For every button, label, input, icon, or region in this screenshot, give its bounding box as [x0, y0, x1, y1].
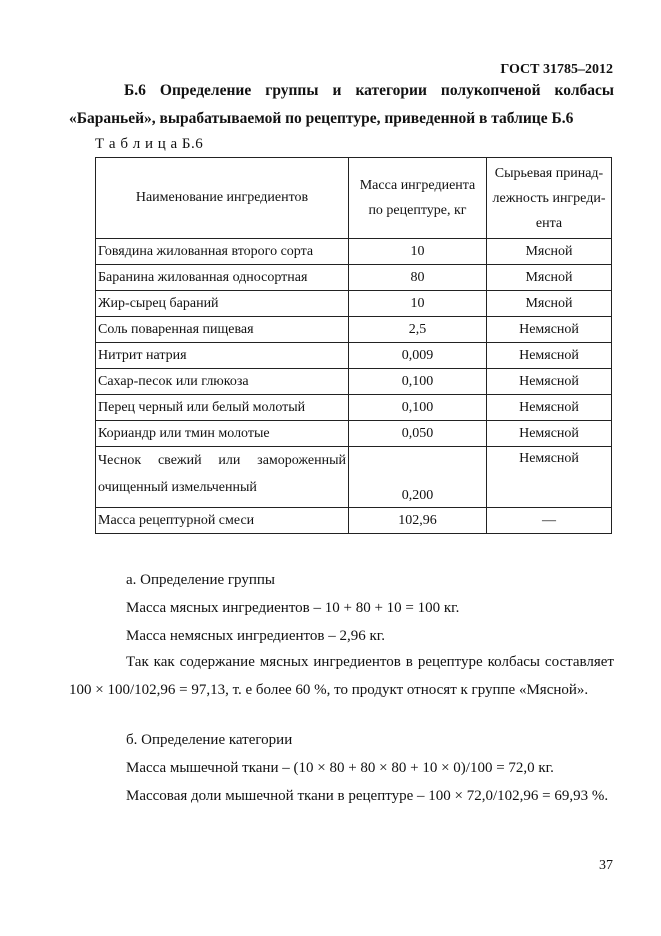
mass-cell: 0,200	[349, 447, 487, 508]
mass-cell: 0,050	[349, 421, 487, 447]
mass-cell: 80	[349, 265, 487, 291]
category-cell: Немясной	[487, 421, 612, 447]
mass-cell: 102,96	[349, 508, 487, 534]
category-cell: —	[487, 508, 612, 534]
table-row	[96, 421, 612, 447]
column-header-mass: Масса ингредиента по рецептуре, кг	[349, 158, 487, 239]
category-cell: Мясной	[487, 239, 612, 265]
section-heading: Б.6 Определение группы и категории полукопченой колбасы «Бараньей», вырабатываемой по рецептуре, приведенной в таблице Б.6	[69, 82, 614, 127]
ingredients-table	[95, 157, 612, 534]
muscle-share-paragraph: Массовая доли мышечной ткани в рецептуре – 100 × 72,0/102,96 = 69,93 %.	[126, 788, 609, 804]
column-header-ingredient: Наименование ингредиентов	[96, 158, 349, 239]
ingredient-cell: Чеснок свежий или замороженный очищенный измельченный	[96, 447, 349, 508]
meat-mass-line: Масса мясных ингредиентов – 10 + 80 + 10 = 100 кг.	[126, 600, 460, 616]
ingredient-cell: Масса рецептурной смеси	[96, 508, 349, 534]
mass-cell: 2,5	[349, 317, 487, 343]
table-row	[96, 369, 612, 395]
table-row	[96, 343, 612, 369]
category-cell: Мясной	[487, 291, 612, 317]
table-row	[96, 395, 612, 421]
table-row	[96, 291, 612, 317]
table-caption: Т а б л и ц а Б.6	[95, 136, 204, 152]
subsection-group-title: а. Определение группы	[126, 572, 275, 588]
category-cell: Немясной	[487, 395, 612, 421]
ingredient-cell: Перец черный или белый молотый	[96, 395, 349, 421]
ingredient-cell: Баранина жилованная односортная	[96, 265, 349, 291]
table-row	[96, 317, 612, 343]
ingredient-cell: Говядина жилованная второго сорта	[96, 239, 349, 265]
standard-code: ГОСТ 31785–2012	[500, 62, 613, 77]
mass-cell: 10	[349, 239, 487, 265]
category-cell: Немясной	[487, 343, 612, 369]
ingredient-cell: Нитрит натрия	[96, 343, 349, 369]
mass-cell: 0,009	[349, 343, 487, 369]
column-header-category: Сырьевая принад-лежность ингреди-ента	[487, 158, 612, 239]
category-cell: Немясной	[487, 317, 612, 343]
group-conclusion-paragraph: Так как содержание мясных ингредиентов в рецептуре колбасы составляет 100 × 100/102,96 = 97,13, т. е более 60 %, то продукт относят к группе «Мясной».	[69, 654, 614, 698]
table-row-total	[96, 508, 612, 534]
table-header-row	[96, 158, 612, 239]
category-cell: Немясной	[487, 369, 612, 395]
mass-cell: 0,100	[349, 369, 487, 395]
nonmeat-mass-line: Масса немясных ингредиентов – 2,96 кг.	[126, 628, 385, 644]
ingredient-cell: Соль поваренная пищевая	[96, 317, 349, 343]
ingredient-cell: Кориандр или тмин молотые	[96, 421, 349, 447]
category-cell: Немясной	[487, 447, 612, 508]
mass-cell: 10	[349, 291, 487, 317]
table-row	[96, 265, 612, 291]
page-number: 37	[599, 858, 613, 873]
ingredient-cell: Сахар-песок или глюкоза	[96, 369, 349, 395]
mass-cell: 0,100	[349, 395, 487, 421]
table-row	[96, 239, 612, 265]
category-cell: Мясной	[487, 265, 612, 291]
muscle-mass-line: Масса мышечной ткани – (10 × 80 + 80 × 80 + 10 × 0)/100 = 72,0 кг.	[126, 760, 554, 776]
table-row	[96, 447, 612, 508]
ingredient-cell: Жир-сырец бараний	[96, 291, 349, 317]
subsection-category-title: б. Определение категории	[126, 732, 293, 748]
